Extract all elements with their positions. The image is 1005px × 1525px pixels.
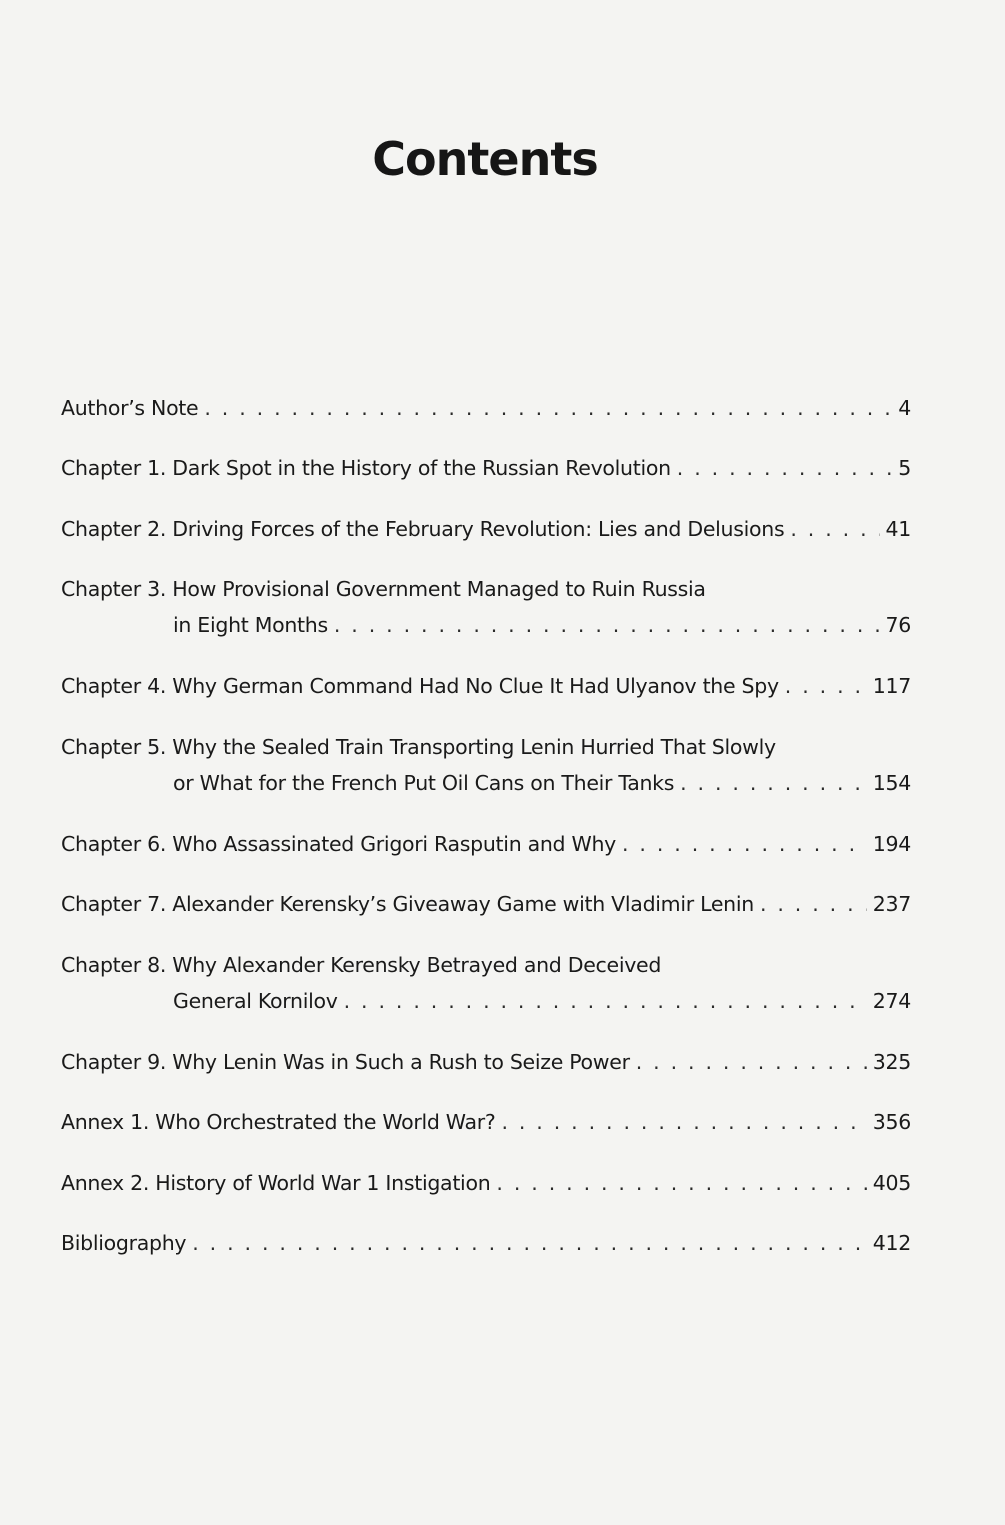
page-title: Contents [372,132,598,186]
toc-leader-dots [344,983,867,1019]
toc-leader-dots [334,607,880,643]
toc-entry-title: Chapter 7. Alexander Kerensky’s Giveaway Game with Vladimir Lenin [61,892,754,916]
toc-entry-title: Chapter 9. Why Lenin Was in Such a Rush to Seize Power [61,1050,630,1074]
toc-page-number: 412 [872,1231,911,1255]
toc-entry-chapter-2[interactable] [61,511,911,547]
toc-entry-chapter-8[interactable] [61,947,911,1019]
toc-leader-dots [496,1165,866,1201]
toc-entry-title: Bibliography [61,1231,187,1255]
toc-entry-authors-note[interactable] [61,390,911,426]
toc-leader-dots [680,765,867,801]
toc-leader-dots [622,826,867,862]
toc-page-number: 76 [885,613,911,637]
toc-leader-dots [501,1104,866,1140]
toc-entry-title: Annex 1. Who Orchestrated the World War? [61,1110,496,1134]
toc-entry-title: Chapter 3. How Provisional Government Managed to Ruin Russia [61,577,706,601]
toc-page-number: 154 [872,771,911,795]
toc-entry-chapter-6[interactable] [61,826,911,862]
toc-leader-dots [204,390,892,426]
toc-entry-title: Chapter 2. Driving Forces of the February Revolution: Lies and Delusions [61,517,785,541]
toc-page-number: 117 [872,674,911,698]
toc-entry-chapter-1[interactable] [61,450,911,486]
toc-leader-dots [636,1044,867,1080]
toc-entry-title: Chapter 8. Why Alexander Kerensky Betrayed and Deceived [61,953,662,977]
toc-entry-title-continued: or What for the French Put Oil Cans on Their Tanks [173,771,675,795]
toc-entry-chapter-9[interactable] [61,1044,911,1080]
toc-page-number: 194 [872,832,911,856]
toc-entry-bibliography[interactable] [61,1225,911,1261]
toc-page-number: 356 [872,1110,911,1134]
toc-entry-chapter-4[interactable] [61,668,911,704]
toc-entry-title-continued: General Kornilov [173,989,338,1013]
toc-entry-annex-1[interactable] [61,1104,911,1140]
toc-entry-chapter-5[interactable] [61,729,911,801]
toc-leader-dots [677,450,892,486]
toc-entry-chapter-3[interactable] [61,571,911,643]
toc-leader-dots [760,886,867,922]
toc-leader-dots [790,511,879,547]
toc-entry-annex-2[interactable] [61,1165,911,1201]
toc-page-number: 41 [885,517,911,541]
toc-page-number: 325 [872,1050,911,1074]
toc-page-number: 5 [898,456,911,480]
toc-leader-dots [785,668,867,704]
toc-entry-title: Chapter 6. Who Assassinated Grigori Rasputin and Why [61,832,616,856]
toc-entry-title: Chapter 5. Why the Sealed Train Transporting Lenin Hurried That Slowly [61,735,776,759]
toc-entry-title: Chapter 1. Dark Spot in the History of the Russian Revolution [61,456,671,480]
toc-entry-title: Annex 2. History of World War 1 Instigation [61,1171,491,1195]
toc-page-number: 237 [872,892,911,916]
toc-leader-dots [192,1225,867,1261]
toc-entry-title-continued: in Eight Months [173,613,328,637]
toc-page-number: 274 [872,989,911,1013]
toc-page-number: 4 [898,396,911,420]
toc-entry-title: Author’s Note [61,396,199,420]
toc-page-number: 405 [872,1171,911,1195]
toc-entry-chapter-7[interactable] [61,886,911,922]
toc-entry-title: Chapter 4. Why German Command Had No Clue It Had Ulyanov the Spy [61,674,779,698]
